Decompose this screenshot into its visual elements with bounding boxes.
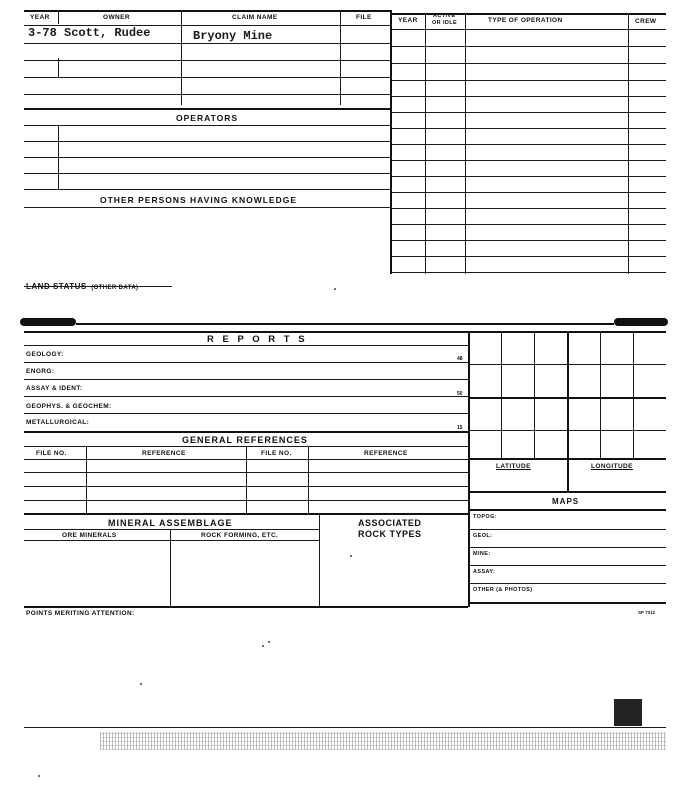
points-meriting-attention: POINTS MERITING ATTENTION: <box>26 610 135 617</box>
header-owner: OWNER <box>103 14 130 21</box>
report-assay: ASSAY & IDENT: <box>26 385 83 392</box>
header-crew: CREW <box>635 18 657 25</box>
latitude-label: LATITUDE <box>496 463 531 470</box>
rock-forming-label: ROCK FORMING, ETC. <box>201 532 279 539</box>
header-year-2: YEAR <box>398 17 418 24</box>
header-type-of-operation: TYPE OF OPERATION <box>488 17 563 24</box>
operators-title: OPERATORS <box>176 113 239 123</box>
entry-claim-name: Bryony Mine <box>193 29 273 43</box>
report-metallurgical-num: 15 <box>457 425 463 431</box>
land-status-title: LAND STATUS <box>26 282 87 291</box>
header-or-idle: OR IDLE <box>432 20 458 26</box>
maps-title: MAPS <box>552 497 580 506</box>
report-geology: GEOLOGY: <box>26 351 64 358</box>
associated-title: ASSOCIATED <box>358 518 422 528</box>
general-references-title: GENERAL REFERENCES <box>182 435 308 445</box>
land-status-subtitle: (OTHER DATA) <box>91 285 139 291</box>
gr-reference-1: REFERENCE <box>142 450 186 457</box>
reports-title: R E P O R T S <box>207 334 308 345</box>
report-engrg: ENGRG: <box>26 368 55 375</box>
scan-dark-patch <box>614 699 642 726</box>
form-number: SP 7312 <box>638 610 656 615</box>
header-active: ACTIVE <box>433 13 456 19</box>
rock-types-title: ROCK TYPES <box>358 529 422 539</box>
maps-mine: MINE: <box>473 551 491 557</box>
gr-reference-2: REFERENCE <box>364 450 408 457</box>
longitude-label: LONGITUDE <box>591 463 633 470</box>
mineral-assemblage-title: MINERAL ASSEMBLAGE <box>108 518 233 528</box>
maps-assay: ASSAY: <box>473 569 496 575</box>
maps-topog: TOPOG: <box>473 514 497 520</box>
report-geophys: GEOPHYS. & GEOCHEM: <box>26 403 112 410</box>
header-claim-name: CLAIM NAME <box>232 14 278 21</box>
ore-minerals-label: ORE MINERALS <box>62 532 117 539</box>
entry-year-owner: 3-78 Scott, Rudee <box>28 26 151 40</box>
scan-noise-band <box>100 732 666 750</box>
header-file: FILE <box>356 14 372 21</box>
maps-other: OTHER (& PHOTOS) <box>473 587 533 593</box>
maps-geol: GEOL: <box>473 533 493 539</box>
gr-file-no-1: FILE NO. <box>36 450 67 457</box>
other-persons-title: OTHER PERSONS HAVING KNOWLEDGE <box>100 195 298 205</box>
report-metallurgical: METALLURGICAL: <box>26 419 90 426</box>
report-geology-num: 48 <box>457 356 463 362</box>
gr-file-no-2: FILE NO. <box>261 450 292 457</box>
header-year: YEAR <box>30 14 50 21</box>
report-assay-num: 50 <box>457 391 463 397</box>
